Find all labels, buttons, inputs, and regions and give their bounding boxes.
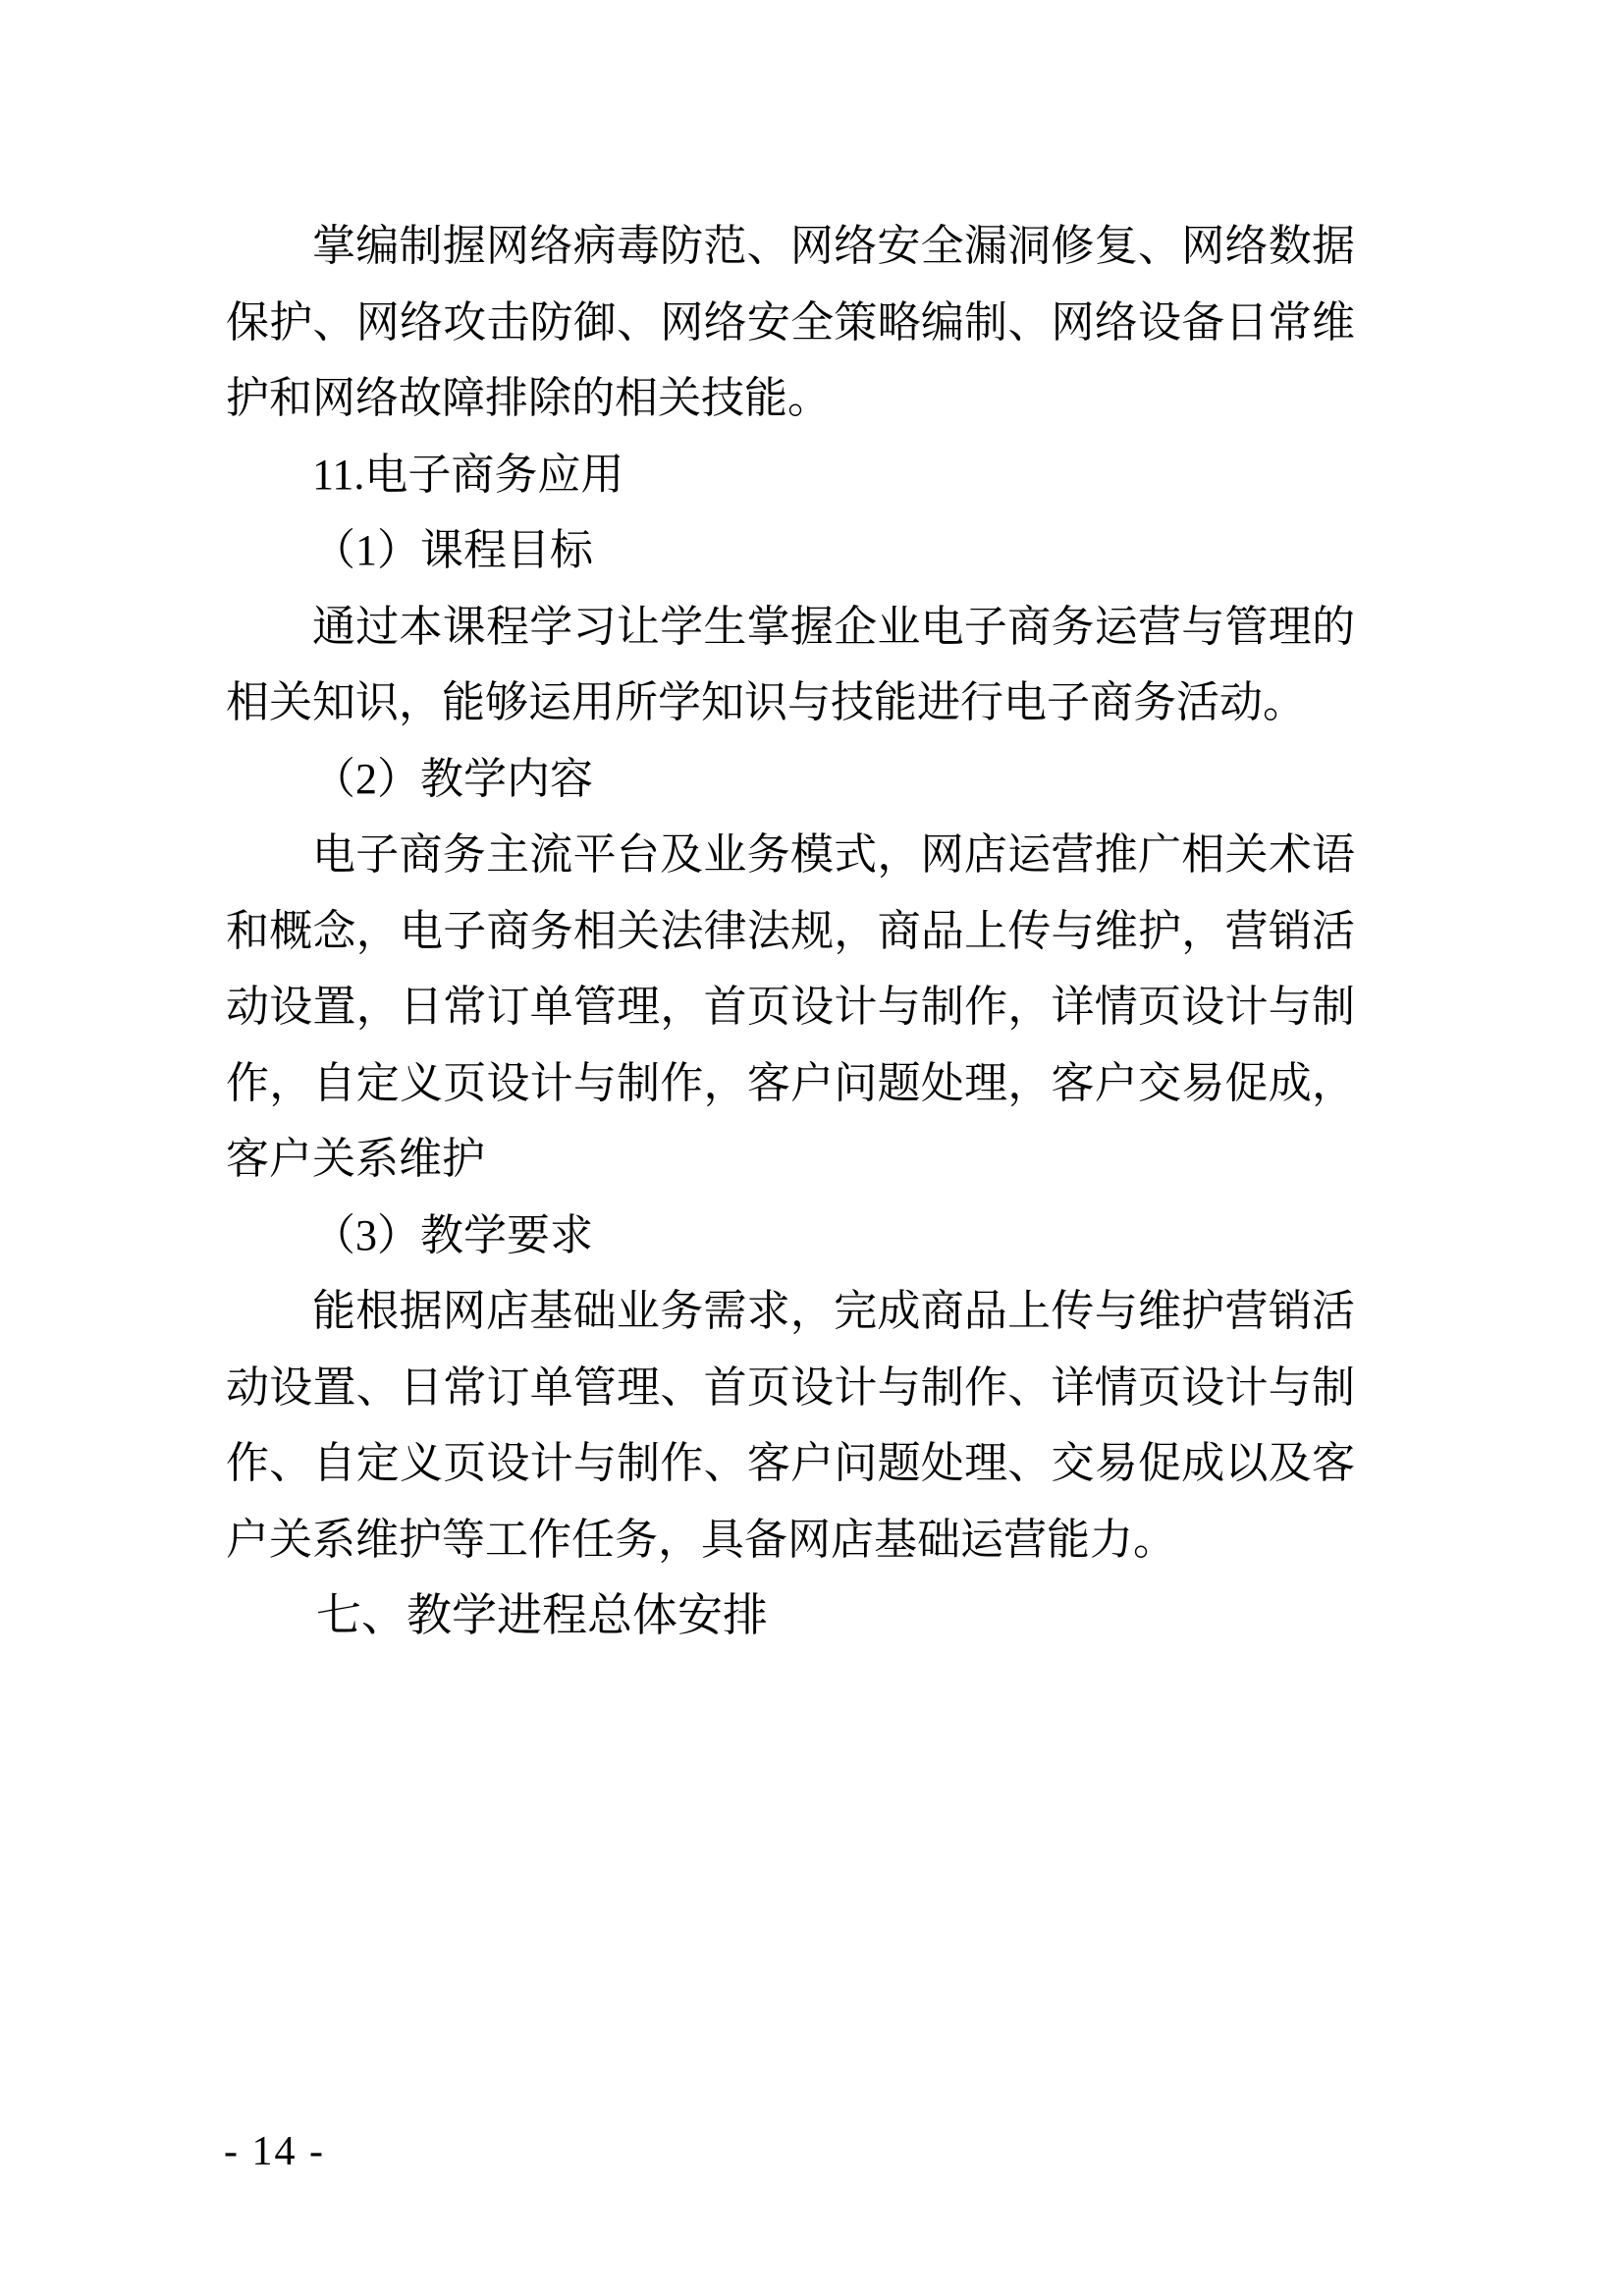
heading-section-seven-teaching-schedule: 七、教学进程总体安排	[316, 1589, 768, 1640]
subheading-3-teaching-requirements: （3）教学要求	[312, 1210, 593, 1259]
heading-course-11-ecommerce: 11.电子商务应用	[312, 450, 624, 499]
paragraph-course-goal: 通过本课程学习让学生掌握企业电子商务运营与管理的相关知识，能够运用所学知识与技能进行电子商务活动。	[226, 602, 1355, 726]
paragraph-teaching-requirements: 能根据网店基础业务需求，完成商品上传与维护营销活动设置、日常订单管理、首页设计与制作、详情页设计与制作、自定义页设计与制作、客户问题处理、交易促成以及客户关系维护等工作任务，具备网店基础运营能力。	[226, 1287, 1355, 1564]
page-number: - 14 -	[224, 2129, 325, 2174]
paragraph-teaching-content: 电子商务主流平台及业务模式，网店运营推广相关术语和概念，电子商务相关法律法规，商品上传与维护，营销活动设置，日常订单管理，首页设计与制作，详情页设计与制作，自定义页设计与制作，客户问题处理，客户交易促成，客户关系维护	[226, 830, 1355, 1183]
document-body	[226, 208, 1355, 1654]
subheading-1-course-goal: （1）课程目标	[312, 526, 593, 574]
paragraph-network-skills: 掌编制握网络病毒防范、网络安全漏洞修复、网络数据保护、网络攻击防御、网络安全策略编制、网络设备日常维护和网络故障排除的相关技能。	[226, 222, 1355, 422]
subheading-2-teaching-content: （2）教学内容	[312, 754, 593, 803]
